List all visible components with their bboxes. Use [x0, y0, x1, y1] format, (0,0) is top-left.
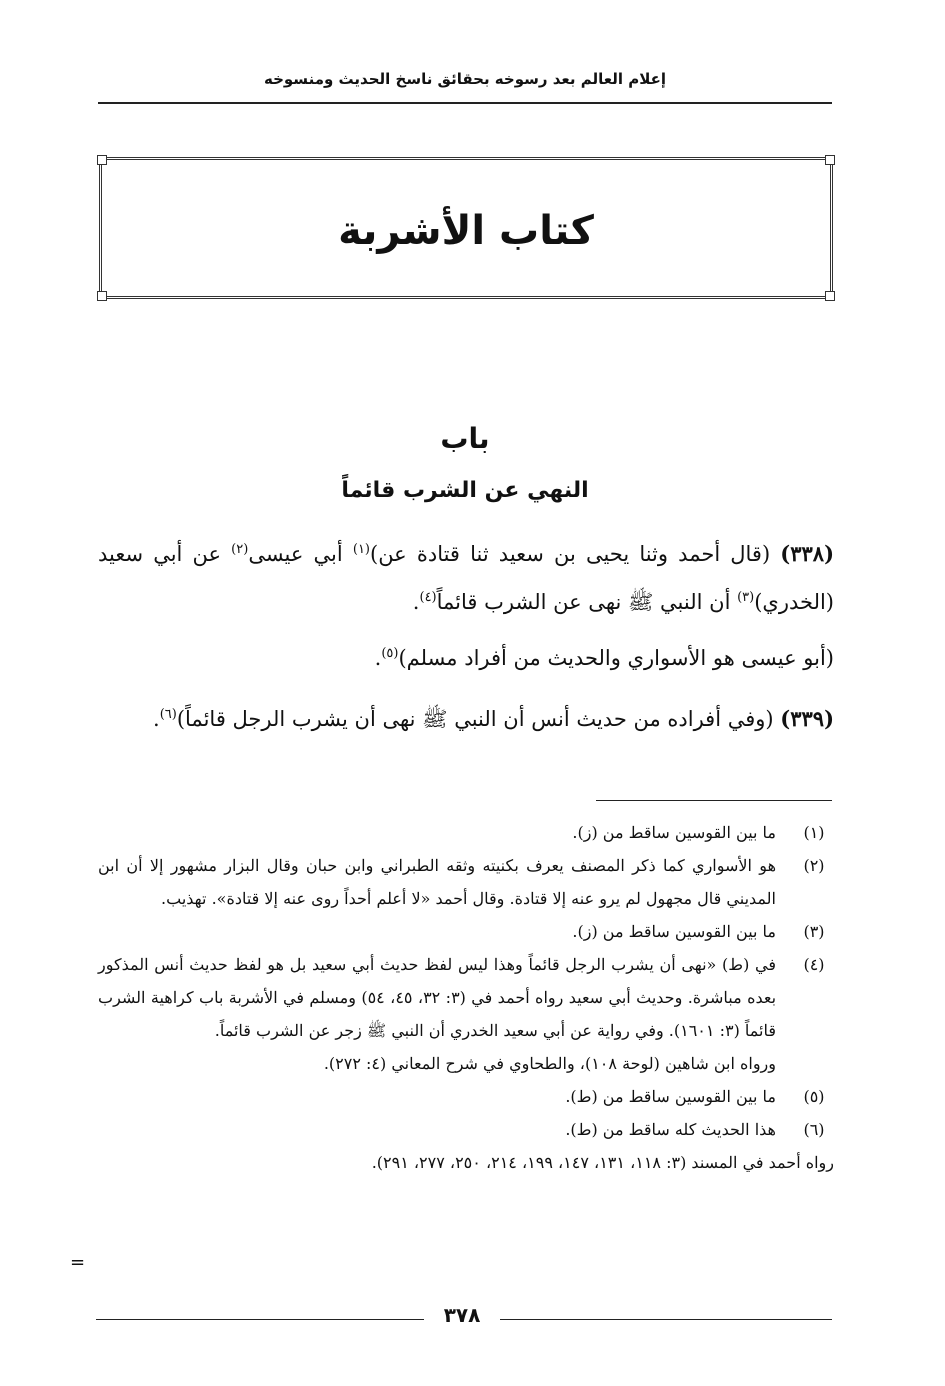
footnote [98, 948, 834, 1047]
footnote-number: (٥) [803, 1087, 825, 1106]
footnote-text: هو الأسواري كما ذكر المصنف يعرف بكنيته وثقه الطبراني وابن حبان وقال البزار مشهور إلا أن ابن المديني قال مجهول لم يرو عنه إلا قتادة. وقال أحمد «لا أعلم أحداً روى عنه إلا قتادة». تهذيب. [98, 856, 776, 908]
paragraph-text: (وفي أفراده من حديث أنس أن النبي ﷺ نهى أن يشرب الرجل قائماً) [176, 707, 781, 731]
footnote-ref[interactable]: (٦) [159, 707, 177, 722]
footnote-ref[interactable]: (٤) [419, 590, 437, 605]
footnote-continuation [98, 1047, 834, 1080]
footnote-text: ما بين القوسين ساقط من (ط). [565, 1087, 776, 1106]
footnote-number: (٣) [803, 922, 825, 941]
footnote [98, 1113, 834, 1146]
footnote [98, 849, 834, 915]
frame-corner-ornament [825, 291, 835, 301]
paragraph-text: . [153, 707, 160, 731]
running-header: إعلام العالم بعد رسوخه بحقائق ناسخ الحديث ومنسوخه [264, 70, 666, 88]
paragraph-text: أبي عيسى [248, 542, 353, 566]
footer-rule-left [96, 1319, 424, 1320]
paragraph-text: أن النبي ﷺ نهى عن الشرب قائماً [436, 590, 738, 614]
page-number: ٣٧٨ [443, 1303, 481, 1327]
footnote-number: (٢) [803, 856, 825, 875]
paragraph-text: (أبو عيسى هو الأسواري والحديث من أفراد مسلم) [398, 646, 834, 670]
hadith-paragraph-339 [98, 695, 834, 743]
footnote-text: ورواه ابن شاهين (لوحة ١٠٨)، والطحاوي في شرح المعاني (٤: ٢٧٢). [323, 1054, 776, 1073]
paragraph-text: . [412, 590, 420, 614]
footnote [98, 1080, 834, 1113]
hadith-number: (٣٣٩) [780, 706, 834, 731]
footer-rule-right [500, 1319, 832, 1320]
paragraph-note [98, 634, 834, 682]
frame-corner-ornament [825, 155, 835, 165]
chapter-title: النهي عن الشرب قائماً [341, 478, 589, 503]
footnote-ref[interactable]: (٣) [737, 590, 755, 605]
hadith-number: (٣٣٨) [780, 541, 835, 566]
footnote [98, 915, 834, 948]
footnote-text: ما بين القوسين ساقط من (ز). [572, 823, 776, 842]
chapter-label: باب [440, 422, 490, 455]
footnote-text: في (ط) «نهى أن يشرب الرجل قائماً وهذا ليس لفظ حديث أبي سعيد بل هو لفظ حديث أنس المذكور بعده مباشرة. وحديث أبي سعيد رواه أحمد في (٣: ٣٢، ٤٥، ٥٤) ومسلم في الأشربة باب كراهية الشرب قائماً (٣: ١٦٠١). وفي رواية عن أبي سعيد الخدري أن النبي ﷺ زجر عن الشرب قائماً. [98, 955, 777, 1040]
continuation-mark: = [70, 1252, 86, 1273]
footnote [98, 816, 834, 849]
footnote-number: (٤) [803, 955, 825, 974]
frame-corner-ornament [97, 155, 107, 165]
footnote-text: ما بين القوسين ساقط من (ز). [572, 922, 776, 941]
hadith-paragraph-338 [98, 530, 834, 626]
footnote-ref[interactable]: (٢) [231, 542, 249, 557]
header-rule [98, 102, 832, 104]
footnote-separator [596, 800, 832, 801]
paragraph-text: عن أبي سعيد (الخدري) [98, 542, 834, 614]
book-title: كتاب الأشربة [338, 208, 594, 254]
footnote-ref[interactable]: (٥) [381, 646, 399, 661]
frame-corner-ornament [97, 291, 107, 301]
footnote-ref[interactable]: (١) [352, 542, 370, 557]
footnotes [98, 816, 834, 1179]
paragraph-text: . [374, 646, 382, 670]
footnote-number: (٦) [803, 1120, 825, 1139]
footnote-text: هذا الحديث كله ساقط من (ط). [565, 1120, 776, 1139]
paragraph-text: (قال أحمد وثنا يحيى بن سعيد ثنا قتادة عن) [370, 542, 781, 566]
title-frame [99, 157, 833, 299]
footnote-number: (١) [803, 823, 825, 842]
footnote-tail: رواه أحمد في المسند (٣: ١١٨، ١٣١، ١٤٧، ١٩٩، ٢١٤، ٢٥٠، ٢٧٧، ٢٩١). [371, 1153, 834, 1172]
